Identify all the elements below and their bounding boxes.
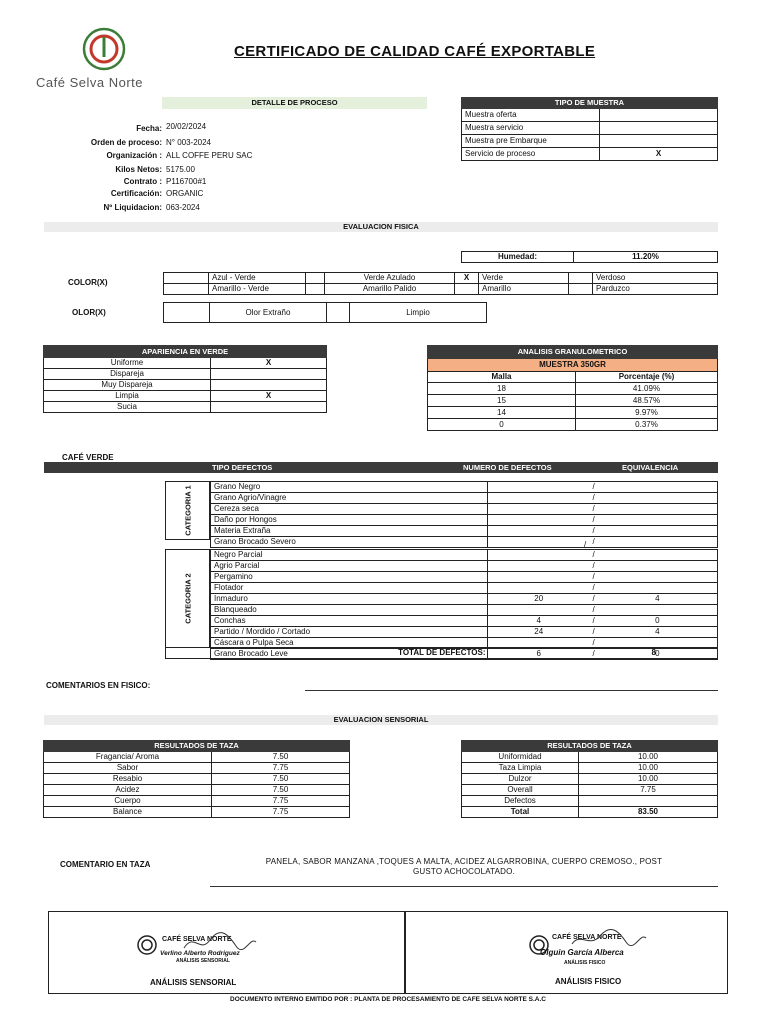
apariencia-mark — [211, 380, 327, 391]
defecto-num: 6 — [488, 649, 590, 660]
comentario-fisico-label: COMENTARIOS EN FISICO: — [46, 681, 151, 690]
olor-mark — [327, 303, 350, 323]
field-label: Contrato : — [123, 177, 162, 186]
sensorial-header — [44, 715, 718, 725]
defecto-num — [488, 515, 590, 526]
total-defectos-table — [165, 647, 718, 659]
color-option: Verde — [479, 273, 569, 284]
color-mark — [306, 284, 325, 295]
signature-scribble-icon — [568, 928, 648, 950]
taza-score: 7.50 — [212, 785, 350, 796]
apariencia-table — [43, 345, 327, 413]
defecto-slash: / — [590, 572, 598, 583]
taza-left-table — [43, 740, 350, 818]
color-option: Verdoso — [593, 273, 718, 284]
taza-attribute: Acidez — [44, 785, 212, 796]
defecto-slash: / — [590, 605, 598, 616]
muestra-label: Servicio de proceso — [462, 148, 600, 161]
defecto-eq — [598, 550, 718, 561]
signer-role: ANÁLISIS SENSORIAL — [176, 958, 230, 964]
signer-name: Verlino Alberto Rodriguez — [160, 950, 240, 957]
stamp-brand: CAFÉ SELVA NORTE — [552, 934, 622, 941]
taza-attribute: Fragancia/ Aroma — [44, 752, 212, 763]
defecto-slash: / — [590, 627, 598, 638]
taza-score — [579, 796, 718, 807]
malla-value: 18 — [428, 383, 576, 395]
total-defectos-value: 8 — [591, 648, 718, 659]
field-value: 5175.00 — [166, 165, 195, 174]
malla-value: 0 — [428, 419, 576, 431]
defecto-num: 4 — [488, 616, 590, 627]
coffee-logo-icon — [76, 26, 132, 72]
field-label: Certificación: — [110, 189, 162, 198]
comentario-taza-line2: GUSTO ACHOCOLATADO. — [412, 867, 516, 876]
firma-sensorial — [132, 926, 272, 970]
defecto-slash: / — [590, 515, 598, 526]
apariencia-label: Sucia — [44, 402, 211, 413]
tipo-muestra-header: TIPO DE MUESTRA — [462, 98, 718, 109]
defecto-num — [488, 493, 590, 504]
tipo-defectos-header: TIPO DEFECTOS — [212, 463, 273, 472]
firma-fisico — [528, 926, 668, 972]
spacer-slash: / — [584, 540, 587, 549]
apariencia-label: Muy Dispareja — [44, 380, 211, 391]
comentario-fisico-line — [305, 690, 718, 691]
olor-option: Limpio — [350, 303, 487, 323]
color-option: Amarillo Palido — [325, 284, 455, 295]
defecto-tipo: Blanqueado — [211, 605, 488, 616]
porcentaje-header: Porcentaje (%) — [576, 372, 718, 383]
defecto-tipo: Daño por Hongos — [211, 515, 488, 526]
signer-name: Olguin García Alberca — [540, 948, 624, 957]
sensorial-header-text: EVALUACION SENSORIAL — [333, 715, 429, 724]
defecto-num — [488, 504, 590, 515]
color-option: Azul - Verde — [209, 273, 306, 284]
humedad-value: 11.20% — [574, 252, 718, 263]
defecto-num — [488, 605, 590, 616]
field-label: Kilos Netos: — [115, 165, 162, 174]
proceso-header-text: DETALLE DE PROCESO — [251, 98, 338, 107]
olor-option: Olor Extraño — [210, 303, 327, 323]
humedad-table — [461, 251, 718, 263]
defecto-eq — [598, 605, 718, 616]
defecto-num — [488, 537, 590, 548]
taza-attribute: Dulzor — [462, 774, 579, 785]
taza-attribute: Cuerpo — [44, 796, 212, 807]
taza-attribute: Uniformidad — [462, 752, 579, 763]
field-label: Nº Liquidacion: — [103, 203, 162, 212]
field-value: P116700#1 — [166, 177, 207, 186]
defecto-eq — [598, 504, 718, 515]
page-title: CERTIFICADO DE CALIDAD CAFÉ EXPORTABLE — [234, 43, 596, 60]
muestra-label: Muestra servicio — [462, 122, 600, 135]
color-option: Parduzco — [593, 284, 718, 295]
field-value: ORGANIC — [166, 189, 204, 198]
taza-total-value: 83.50 — [579, 807, 718, 818]
color-mark — [569, 273, 593, 284]
muestra-mark — [600, 135, 718, 148]
taza-score: 7.75 — [579, 785, 718, 796]
signer-role: ANÁLISIS FISICO — [564, 960, 606, 966]
defecto-num — [488, 561, 590, 572]
humedad-label: Humedad: — [462, 252, 574, 263]
color-mark — [569, 284, 593, 295]
defecto-tipo: Grano Brocado Severo — [211, 537, 488, 548]
defecto-eq: 0 — [598, 616, 718, 627]
defecto-num — [488, 572, 590, 583]
taza-total-label: Total — [462, 807, 579, 818]
stamp-brand: CAFÉ SELVA NORTE — [162, 936, 232, 943]
taza-attribute: Defectos — [462, 796, 579, 807]
field-value: 20/02/2024 — [166, 122, 207, 131]
granulometrico-sub: MUESTRA 350GR — [428, 359, 718, 372]
defecto-tipo: Cáscara o Pulpa Seca — [211, 638, 488, 649]
defecto-eq — [598, 482, 718, 493]
comentario-taza-line1: PANELA, SABOR MANZANA ,TOQUES A MALTA, ACIDEZ ALGARROBINA, CUERPO CREMOSO., POST — [265, 857, 663, 866]
porcentaje-value: 48.57% — [576, 395, 718, 407]
defecto-num: 24 — [488, 627, 590, 638]
taza-attribute: Balance — [44, 807, 212, 818]
apariencia-mark — [211, 402, 327, 413]
apariencia-label: Dispareja — [44, 369, 211, 380]
defecto-tipo: Inmaduro — [211, 594, 488, 605]
total-defectos-label: TOTAL DE DEFECTOS: — [166, 648, 489, 659]
defecto-tipo: Grano Negro — [211, 482, 488, 493]
numero-defectos-header: NUMERO DE DEFECTOS — [463, 463, 552, 472]
muestra-label: Muestra oferta — [462, 109, 600, 122]
porcentaje-value: 9.97% — [576, 407, 718, 419]
taza-left-header: RESULTADOS DE TAZA — [44, 741, 350, 752]
defecto-tipo: Conchas — [211, 616, 488, 627]
apariencia-header: APARIENCIA EN VERDE — [44, 346, 327, 358]
defecto-eq — [598, 493, 718, 504]
defecto-tipo: Materia Extraña — [211, 526, 488, 537]
categoria-1-label: CATEGORIA 1 — [183, 485, 193, 536]
defecto-tipo: Grano Agrio/Vinagre — [211, 493, 488, 504]
taza-attribute: Resabio — [44, 774, 212, 785]
apariencia-label: Limpia — [44, 391, 211, 402]
defecto-num — [488, 526, 590, 537]
defecto-slash: / — [590, 493, 598, 504]
color-table — [163, 272, 718, 295]
categoria-2-label: CATEGORIA 2 — [183, 573, 193, 624]
fisica-header-text: EVALUACION FISICA — [343, 222, 419, 231]
defectos-header — [44, 462, 718, 473]
firmas-divider — [404, 911, 406, 994]
malla-value: 14 — [428, 407, 576, 419]
granulometrico-header: ANALISIS GRANULOMETRICO — [428, 346, 718, 359]
fisica-header — [44, 222, 718, 232]
defecto-num: 20 — [488, 594, 590, 605]
defecto-tipo: Flotador — [211, 583, 488, 594]
defecto-num — [488, 482, 590, 493]
taza-score: 7.75 — [212, 796, 350, 807]
defecto-tipo: Grano Brocado Leve — [211, 649, 488, 660]
defecto-slash: / — [590, 482, 598, 493]
taza-right-table — [461, 740, 718, 818]
defecto-slash: / — [590, 616, 598, 627]
color-label: COLOR(X) — [68, 278, 108, 287]
defecto-slash: / — [590, 583, 598, 594]
taza-score: 7.75 — [212, 807, 350, 818]
cafe-verde-label: CAFÉ VERDE — [62, 453, 114, 462]
taza-score: 7.75 — [212, 763, 350, 774]
field-value: ALL COFFE PERU SAC — [166, 151, 253, 160]
defecto-tipo: Pergamino — [211, 572, 488, 583]
muestra-label: Muestra pre Embarque — [462, 135, 600, 148]
taza-score: 10.00 — [579, 774, 718, 785]
olor-table — [163, 302, 487, 323]
defecto-slash: / — [590, 561, 598, 572]
apariencia-mark — [211, 369, 327, 380]
apariencia-mark: X — [211, 358, 327, 369]
comentario-taza-label: COMENTARIO EN TAZA — [60, 860, 151, 869]
defecto-slash: / — [590, 638, 598, 649]
color-option: Verde Azulado — [325, 273, 455, 284]
defecto-tipo: Cereza seca — [211, 504, 488, 515]
color-option: Amarillo — [479, 284, 569, 295]
defecto-slash: / — [590, 594, 598, 605]
apariencia-label: Uniforme — [44, 358, 211, 369]
field-label: Organización : — [106, 151, 162, 160]
equivalencia-header: EQUIVALENCIA — [622, 463, 679, 472]
brand-logo — [76, 26, 132, 72]
defecto-num — [488, 583, 590, 594]
malla-value: 15 — [428, 395, 576, 407]
defecto-eq: 4 — [598, 627, 718, 638]
defecto-slash: / — [590, 550, 598, 561]
field-label: Fecha: — [136, 124, 162, 133]
defecto-eq — [598, 537, 718, 548]
stamp-logo-icon — [136, 934, 158, 956]
defecto-slash: / — [590, 649, 598, 660]
field-label: Orden de proceso: — [90, 138, 162, 147]
footer-note: DOCUMENTO INTERNO EMITIDO POR : PLANTA DE PROCESAMIENTO DE CAFE SELVA NORTE S.A.C — [230, 996, 546, 1003]
taza-attribute: Overall — [462, 785, 579, 796]
olor-mark — [164, 303, 210, 323]
field-value: 063-2024 — [166, 203, 200, 212]
firma-fisico-caption: ANÁLISIS FISICO — [555, 977, 622, 986]
malla-header: Malla — [428, 372, 576, 383]
defecto-eq: 4 — [598, 594, 718, 605]
defecto-eq — [598, 526, 718, 537]
color-mark: X — [455, 273, 479, 284]
defecto-eq: 0 — [598, 649, 718, 660]
defecto-slash: / — [590, 526, 598, 537]
tipo-muestra-table — [461, 97, 718, 161]
taza-attribute: Sabor — [44, 763, 212, 774]
defecto-tipo: Partido / Mordido / Cortado — [211, 627, 488, 638]
defecto-eq — [598, 515, 718, 526]
defecto-eq — [598, 583, 718, 594]
defecto-tipo: Negro Parcial — [211, 550, 488, 561]
categoria-2-table — [210, 549, 718, 660]
taza-score: 10.00 — [579, 763, 718, 774]
taza-score: 7.50 — [212, 774, 350, 785]
taza-score: 10.00 — [579, 752, 718, 763]
color-mark — [306, 273, 325, 284]
categoria-1-table — [210, 481, 718, 548]
defecto-eq — [598, 561, 718, 572]
comentario-taza-line — [210, 886, 718, 887]
muestra-mark: X — [600, 148, 718, 161]
porcentaje-value: 41.09% — [576, 383, 718, 395]
defecto-tipo: Agrio Parcial — [211, 561, 488, 572]
muestra-mark — [600, 122, 718, 135]
apariencia-mark: X — [211, 391, 327, 402]
taza-attribute: Taza Limpia — [462, 763, 579, 774]
taza-right-header: RESULTADOS DE TAZA — [462, 741, 718, 752]
defecto-slash: / — [590, 537, 598, 548]
muestra-mark — [600, 109, 718, 122]
porcentaje-value: 0.37% — [576, 419, 718, 431]
brand-name: Café Selva Norte — [36, 75, 143, 90]
color-mark — [455, 284, 479, 295]
taza-score: 7.50 — [212, 752, 350, 763]
proceso-header — [162, 97, 427, 109]
firma-sensorial-caption: ANÁLISIS SENSORIAL — [150, 978, 237, 987]
olor-label: OLOR(X) — [72, 308, 106, 317]
granulometrico-table — [427, 345, 718, 431]
defecto-slash: / — [590, 504, 598, 515]
defecto-num — [488, 550, 590, 561]
field-value: N° 003-2024 — [166, 138, 212, 147]
defecto-eq — [598, 572, 718, 583]
color-option: Amarillo - Verde — [209, 284, 306, 295]
